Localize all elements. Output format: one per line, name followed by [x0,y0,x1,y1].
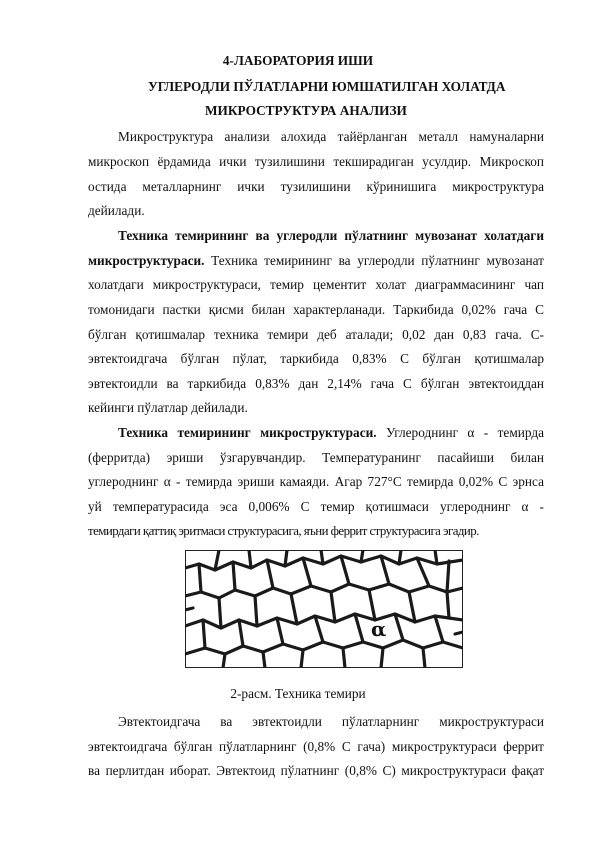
paragraph-4-line: эвтектоидгача бўлган пўлатларнинг (0,8% С гача) микроструктураси феррит [88,739,544,754]
section-heading-technical-iron: Техника темирининг микроструктураси. [118,425,377,440]
paragraph-3-line: уй температурасида эса 0,006% С темир қотишмаси углероднинг α - [88,499,544,514]
paragraph-2-line [88,253,544,269]
paragraph-4-line: ва перлитдан иборат. Эвтектоид пўлатнинг (0,8% С) микроструктураси фақат [88,763,544,778]
paragraph-2-line: эвтектоидгача бўлган пўлат, таркибида 0,83% С бўлган қотишмалар [88,351,544,366]
paragraph-2-text: Техника темирининг ва углеродли пўлатнинг мувозанат [204,253,544,268]
paragraph-3-line: (ферритда) эриши ўзгарувчандир. Температуранинг пасайиши билан [88,450,544,465]
paragraph-1-line: остида металларнинг ички тузилишини кўринишига микроструктура [88,179,544,194]
paragraph-3-line: углероднинг α - темирда эриши камаяди. Агар 727°С темирда 0,02% С эрнса [88,474,544,489]
paragraph-3-line: темирдаги қаттиқ эритмаси структурасига, яъни феррит структурасига эгадир. [88,524,479,538]
paragraph-2-line: кейинги пўлатлар дейилади. [88,400,248,415]
paragraph-1-line: Микроструктура анализи алохида тайёрланган металл намуналарни [118,129,544,144]
paragraph-3-text: Углероднинг α - темирда [376,425,544,440]
section-heading-equilibrium: Техника темирининг ва углеродли пўлатнинг мувозанат холатдаги [118,228,544,243]
paragraph-1-line: дейилади. [88,203,145,218]
paragraph-2-line: бўлган қотишмалар техника темири деб аталади; 0,02 дан 0,83 гача. С- [88,327,544,342]
paragraph-2-line: холатдаги микроструктураси, темир цементит холат диаграммасининг чап [88,277,544,292]
section-heading-equilibrium-end: микроструктураси. [88,253,205,268]
lab-title: 4-ЛАБОРАТОРИЯ ИШИ [222,53,374,68]
topic-title-line1: УГЛЕРОДЛИ ПЎЛАТЛАРНИ ЮМШАТИЛГАН ХОЛАТДА [148,79,506,94]
paragraph-2-line: томонидаги пастки қисми билан характерланади. Таркибида 0,02% гача С [88,302,544,317]
paragraph-3-line [118,425,544,441]
alpha-phase-label: α [371,617,387,641]
paragraph-2-line: эвтектоидли ва таркибида 0,83% дан 2,14% гача С бўлган эвтектоиддан [88,376,544,391]
paragraph-4-line: Эвтектоидгача ва эвтектоидли пўлатларнинг микроструктураси [118,714,544,729]
figure-caption: 2-расм. Техника темири [230,686,366,701]
microstructure-figure [185,550,463,668]
topic-title-line2: МИКРОСТРУКТУРА АНАЛИЗИ [205,103,407,118]
paragraph-1-line: микроскоп ёрдамида ички тузилишини текширадиган усулдир. Микроскоп [88,154,544,169]
